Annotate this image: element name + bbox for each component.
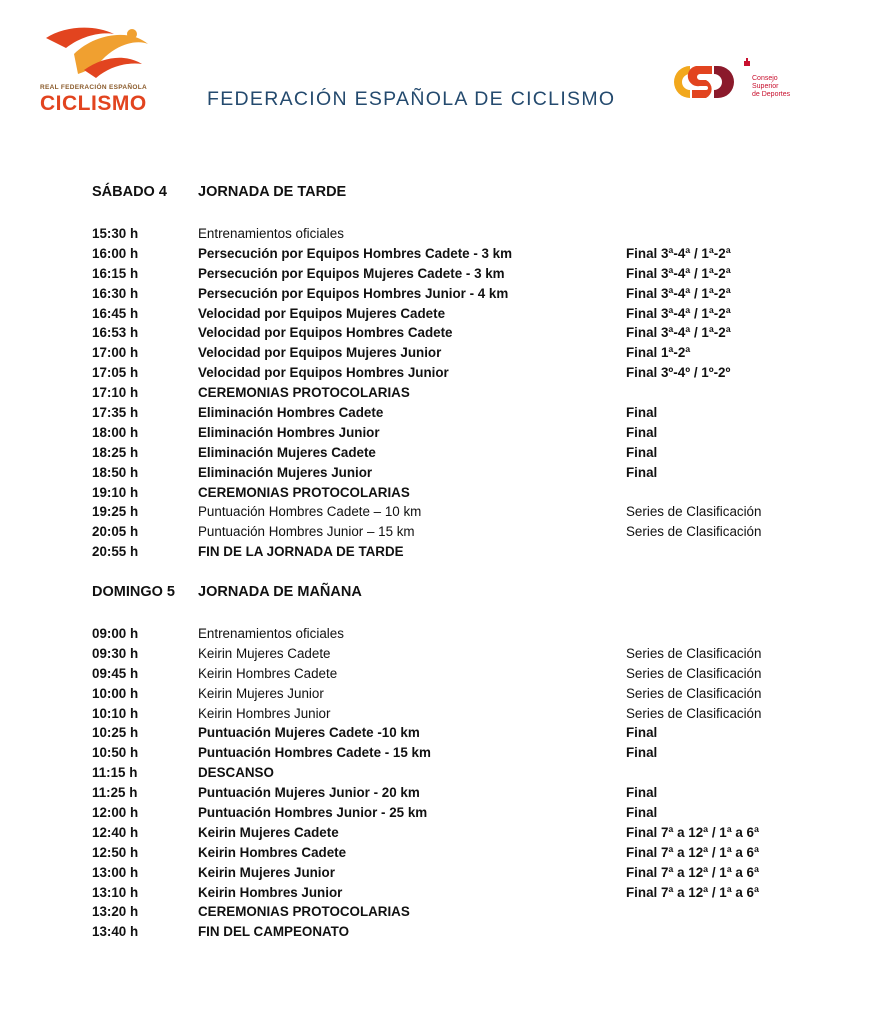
schedule-row <box>92 624 852 644</box>
schedule-time: 13:40 h <box>92 924 139 940</box>
schedule-round: Final <box>626 805 658 821</box>
schedule-event: Puntuación Hombres Junior - 25 km <box>198 805 428 821</box>
csd-name <box>752 75 790 100</box>
schedule-time: 10:50 h <box>92 745 139 761</box>
schedule-event: FIN DE LA JORNADA DE TARDE <box>198 544 404 560</box>
schedule-event: Puntuación Hombres Cadete - 15 km <box>198 745 431 761</box>
schedule-event: Keirin Hombres Cadete <box>198 844 347 860</box>
document-header <box>0 0 883 130</box>
schedule-event: Eliminación Mujeres Junior <box>198 464 373 480</box>
schedule-time: 16:15 h <box>92 265 139 281</box>
schedule-event: Velocidad por Equipos Mujeres Junior <box>198 345 442 361</box>
schedule-row <box>92 664 852 684</box>
schedule-row <box>92 902 852 922</box>
schedule-event: Velocidad por Equipos Hombres Cadete <box>198 325 453 341</box>
schedule-time: 19:10 h <box>92 484 139 500</box>
section-day: SÁBADO 4 <box>92 184 167 200</box>
schedule-time: 12:00 h <box>92 805 139 821</box>
schedule-row <box>92 723 852 743</box>
schedule-event: Keirin Mujeres Junior <box>198 685 324 701</box>
rfec-logo <box>36 24 156 116</box>
federation-title: FEDERACIÓN ESPAÑOLA DE CICLISMO <box>207 88 616 110</box>
schedule-round: Series de Clasificación <box>626 645 762 661</box>
schedule-event: Keirin Mujeres Junior <box>198 864 335 880</box>
schedule-row <box>92 843 852 863</box>
schedule-event: Persecución por Equipos Mujeres Cadete - 3 km <box>198 265 505 281</box>
schedule-round: Final 3ª-4ª / 1ª-2ª <box>626 285 731 301</box>
schedule-time: 18:50 h <box>92 464 139 480</box>
schedule-round: Final <box>626 785 658 801</box>
schedule-round: Final <box>626 745 658 761</box>
section-session: JORNADA DE TARDE <box>198 184 347 200</box>
schedule-row <box>92 463 852 483</box>
schedule-row <box>92 483 852 503</box>
schedule-list-sunday <box>92 624 852 942</box>
schedule-time: 09:00 h <box>92 626 139 641</box>
schedule-round: Final 7ª a 12ª / 1ª a 6ª <box>626 824 759 840</box>
schedule-row <box>92 264 852 284</box>
schedule-row <box>92 823 852 843</box>
schedule-round: Final 3ª-4ª / 1ª-2ª <box>626 305 731 321</box>
logo-subtitle: REAL FEDERACIÓN ESPAÑOLA <box>40 84 147 91</box>
schedule-row <box>92 383 852 403</box>
schedule-time: 13:20 h <box>92 904 139 920</box>
schedule-time: 16:30 h <box>92 285 139 301</box>
schedule-row <box>92 743 852 763</box>
csd-line: de Deportes <box>752 91 791 99</box>
schedule-round: Final <box>626 424 658 440</box>
schedule-round: Final 7ª a 12ª / 1ª a 6ª <box>626 844 759 860</box>
schedule-round: Final 3º-4º / 1º-2º <box>626 365 731 381</box>
schedule-time: 11:25 h <box>92 785 138 801</box>
schedule-time: 12:40 h <box>92 824 139 840</box>
schedule-row <box>92 883 852 903</box>
schedule-round: Series de Clasificación <box>626 524 762 540</box>
schedule-time: 16:45 h <box>92 305 139 321</box>
section-day: DOMINGO 5 <box>92 584 175 600</box>
schedule-row <box>92 363 852 383</box>
schedule-row <box>92 922 852 942</box>
schedule-round: Series de Clasificación <box>626 665 762 681</box>
schedule-event: Eliminación Hombres Cadete <box>198 405 384 421</box>
schedule-event: Keirin Hombres Junior <box>198 705 331 721</box>
schedule-time: 15:30 h <box>92 226 139 241</box>
schedule-round: Final 7ª a 12ª / 1ª a 6ª <box>626 864 759 880</box>
csd-line: Consejo <box>752 75 778 82</box>
schedule-time: 17:05 h <box>92 365 139 381</box>
schedule-event: Entrenamientos oficiales <box>198 226 344 241</box>
schedule-time: 18:25 h <box>92 444 139 460</box>
schedule-list-saturday <box>92 224 852 562</box>
schedule-event: Puntuación Mujeres Cadete -10 km <box>198 725 420 741</box>
schedule-round: Final 1ª-2ª <box>626 345 691 361</box>
schedule-event: CEREMONIAS PROTOCOLARIAS <box>198 385 410 401</box>
schedule-time: 20:55 h <box>92 544 139 560</box>
schedule-event: Eliminación Hombres Junior <box>198 424 380 440</box>
schedule-time: 16:53 h <box>92 325 139 341</box>
schedule-row <box>92 284 852 304</box>
schedule-row <box>92 763 852 783</box>
schedule-row <box>92 224 852 244</box>
csd-logo <box>662 58 812 110</box>
schedule-event: Keirin Hombres Cadete <box>198 665 338 681</box>
schedule-time: 20:05 h <box>92 524 139 540</box>
schedule-row <box>92 244 852 264</box>
schedule-event: DESCANSO <box>198 765 274 781</box>
schedule-event: Velocidad por Equipos Hombres Junior <box>198 365 449 381</box>
schedule-round: Final 3ª-4ª / 1ª-2ª <box>626 245 731 261</box>
schedule-round: Series de Clasificación <box>626 685 762 701</box>
schedule-event: Keirin Mujeres Cadete <box>198 645 331 661</box>
schedule-round: Final 3ª-4ª / 1ª-2ª <box>626 325 731 341</box>
schedule-time: 18:00 h <box>92 424 139 440</box>
schedule-row <box>92 502 852 522</box>
schedule-round: Final 7ª a 12ª / 1ª a 6ª <box>626 884 759 900</box>
schedule-time: 09:45 h <box>92 665 139 681</box>
schedule-row <box>92 542 852 562</box>
csd-line: Superior <box>752 83 779 91</box>
schedule-event: Puntuación Mujeres Junior - 20 km <box>198 785 420 801</box>
schedule-time: 17:35 h <box>92 405 139 421</box>
schedule-row <box>92 403 852 423</box>
schedule-event: Keirin Mujeres Cadete <box>198 824 339 840</box>
schedule-event: Puntuación Hombres Junior – 15 km <box>198 524 415 540</box>
schedule-time: 09:30 h <box>92 645 139 661</box>
schedule-time: 13:00 h <box>92 864 139 880</box>
schedule-row <box>92 644 852 664</box>
schedule-event: FIN DEL CAMPEONATO <box>198 924 350 940</box>
schedule-row <box>92 423 852 443</box>
csd-emblem-icon <box>662 58 752 110</box>
schedule-time: 16:00 h <box>92 245 139 261</box>
schedule-event: Velocidad por Equipos Mujeres Cadete <box>198 305 446 321</box>
schedule-time: 10:00 h <box>92 685 139 701</box>
section-session: JORNADA DE MAÑANA <box>198 584 362 600</box>
schedule-row <box>92 522 852 542</box>
schedule-row <box>92 443 852 463</box>
schedule-event: Persecución por Equipos Hombres Cadete - 3 km <box>198 245 513 261</box>
schedule-event: Eliminación Mujeres Cadete <box>198 444 376 460</box>
schedule-time: 10:25 h <box>92 725 139 741</box>
schedule-row <box>92 704 852 724</box>
schedule-round: Final <box>626 444 658 460</box>
schedule-row <box>92 304 852 324</box>
schedule-row <box>92 803 852 823</box>
schedule-round: Final <box>626 464 658 480</box>
schedule-event: Puntuación Hombres Cadete – 10 km <box>198 504 422 520</box>
schedule-time: 10:10 h <box>92 705 139 721</box>
schedule-event: Keirin Hombres Junior <box>198 884 343 900</box>
schedule-round: Series de Clasificación <box>626 705 762 721</box>
schedule-row <box>92 684 852 704</box>
schedule-round: Final <box>626 725 658 741</box>
schedule-event: CEREMONIAS PROTOCOLARIAS <box>198 904 410 920</box>
schedule-time: 17:10 h <box>92 385 139 401</box>
schedule-row <box>92 323 852 343</box>
schedule-row <box>92 863 852 883</box>
schedule-time: 17:00 h <box>92 345 139 361</box>
schedule-time: 13:10 h <box>92 884 139 900</box>
logo-wordmark: CICLISMO <box>40 92 147 115</box>
schedule-time: 12:50 h <box>92 844 139 860</box>
schedule-round: Final <box>626 405 658 421</box>
schedule-time: 11:15 h <box>92 765 138 781</box>
schedule-event: CEREMONIAS PROTOCOLARIAS <box>198 484 410 500</box>
schedule-row <box>92 343 852 363</box>
schedule-event: Persecución por Equipos Hombres Junior - 4 km <box>198 285 509 301</box>
schedule-round: Final 3ª-4ª / 1ª-2ª <box>626 265 731 281</box>
cyclist-swoosh-icon <box>44 24 156 82</box>
schedule-row <box>92 783 852 803</box>
schedule-event: Entrenamientos oficiales <box>198 626 344 641</box>
schedule-time: 19:25 h <box>92 504 139 520</box>
schedule-round: Series de Clasificación <box>626 504 762 520</box>
